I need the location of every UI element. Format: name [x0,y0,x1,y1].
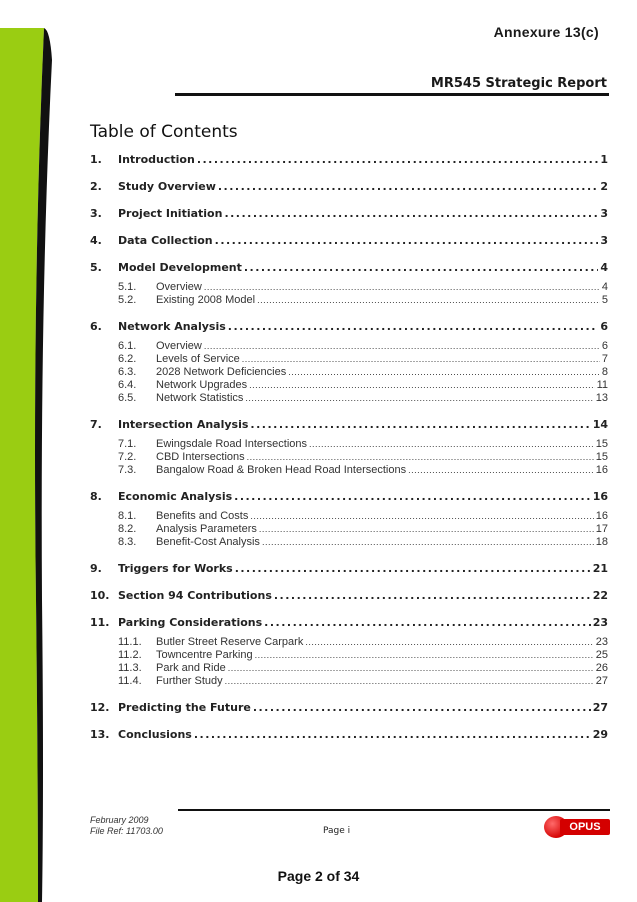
toc-entry-title: Study Overview [118,180,216,193]
toc-subentry[interactable] [118,294,608,307]
toc-entry-number: 1. [90,153,102,166]
toc-subentry[interactable] [118,662,608,675]
toc-entry-number: 5. [90,261,102,274]
toc-subentry[interactable] [118,636,608,649]
toc-entry-page: 27 [592,701,608,714]
toc-entry-page: 6 [600,320,608,333]
toc-entry-number: 9. [90,562,102,575]
toc-entry[interactable] [90,562,608,576]
report-title: MR545 Strategic Report [430,76,607,91]
toc-subentry-page: 16 [595,464,608,476]
toc-entry-title: Intersection Analysis [118,418,249,431]
toc-entry[interactable] [90,490,608,504]
toc-subentry-number: 11.4. [118,675,142,687]
toc-entry-page: 21 [592,562,608,575]
toc-subentry[interactable] [118,464,608,477]
annexure-label: Annexure 13(c) [493,24,599,40]
toc-leader-dots [228,320,599,333]
toc-entry[interactable] [90,207,608,221]
toc-subentry-page: 26 [595,662,608,674]
toc-subentry-page: 7 [601,353,608,365]
toc-entry-page: 2 [600,180,608,193]
toc-entry-title: Parking Considerations [118,616,263,629]
toc-entry-page: 14 [592,418,608,431]
toc-subentry-number: 7.1. [118,438,137,450]
footer-rule [178,809,610,811]
toc-entry[interactable] [90,261,608,275]
toc-subentry-title: Further Study [156,675,223,687]
toc-leader-dots [204,340,600,352]
toc-entry-page: 3 [600,234,608,247]
toc-subentry-title: Towncentre Parking [156,649,253,661]
toc-leader-dots [215,234,599,247]
toc-entry-title: Network Analysis [118,320,226,333]
toc-leader-dots [225,675,594,687]
toc-leader-dots [259,523,594,535]
toc-subentry[interactable] [118,451,608,464]
toc-leader-dots [264,616,591,629]
toc-leader-dots [234,490,591,503]
toc-entry[interactable] [90,728,608,742]
toc-entry-number: 3. [90,207,102,220]
toc-subentry-number: 7.3. [118,464,137,476]
toc-subentry[interactable] [118,281,608,294]
toc-subentry-number: 5.1. [118,281,137,293]
toc-leader-dots [245,392,593,404]
toc-subentry-page: 16 [595,510,608,522]
toc-entry-number: 11. [90,616,110,629]
toc-entry-title: Model Development [118,261,242,274]
toc-subentry-title: 2028 Network Deficiencies [156,366,287,378]
toc-subentry[interactable] [118,675,608,688]
toc-leader-dots [274,589,591,602]
toc-entry[interactable] [90,701,608,715]
toc-leader-dots [249,379,594,391]
toc-entry-title: Introduction [118,153,195,166]
toc-entry-number: 7. [90,418,102,431]
toc-leader-dots [288,366,600,378]
toc-leader-dots [197,153,599,166]
toc-entry-number: 4. [90,234,102,247]
toc-leader-dots [408,464,594,476]
page-counter: Page 2 of 34 [277,868,360,884]
toc-subentry-number: 7.2. [118,451,137,463]
toc-entry-number: 2. [90,180,102,193]
toc-subentry-title: Overview [156,340,202,352]
toc-subentry-page: 27 [595,675,608,687]
toc-entry[interactable] [90,616,608,630]
toc-entry-page: 1 [600,153,608,166]
header-rule [175,93,609,96]
toc-leader-dots [242,353,600,365]
toc-entry-page: 29 [592,728,608,741]
toc-leader-dots [305,636,593,648]
toc-entry-title: Conclusions [118,728,192,741]
toc-leader-dots [250,510,593,522]
toc-subentry-page: 25 [595,649,608,661]
toc-subentry-number: 5.2. [118,294,137,306]
toc-entry-page: 4 [600,261,608,274]
toc-leader-dots [309,438,594,450]
toc-leader-dots [247,451,594,463]
toc-subentry-title: Bangalow Road & Broken Head Road Intersections [156,464,407,476]
toc-subentry-title: Butler Street Reserve Carpark [156,636,304,648]
toc-leader-dots [257,294,600,306]
toc-subentry-page: 17 [595,523,608,535]
toc-leader-dots [250,418,590,431]
toc-subentry-title: Existing 2008 Model [156,294,256,306]
toc-entry-number: 12. [90,701,110,714]
toc-leader-dots [194,728,591,741]
toc-subentry-page: 13 [595,392,608,404]
toc-subentry-page: 11 [596,379,608,391]
toc-subentry-number: 8.2. [118,523,137,535]
toc-entry-title: Data Collection [118,234,213,247]
toc-entry-number: 8. [90,490,102,503]
toc-subentry[interactable] [118,366,608,379]
table-of-contents [90,153,608,742]
footer-file-ref: File Ref: 11703.00 [90,826,163,836]
toc-subentry-number: 6.5. [118,392,137,404]
toc-subentry-title: Analysis Parameters [156,523,257,535]
toc-subentry-number: 8.3. [118,536,137,548]
logo-text: OPUS [560,819,610,835]
toc-subentry-page: 4 [601,281,608,293]
toc-subentry-title: Ewingsdale Road Intersections [156,438,308,450]
toc-subentry-number: 8.1. [118,510,137,522]
toc-entry[interactable] [90,153,608,167]
toc-entry[interactable] [90,180,608,194]
toc-subentry-number: 6.2. [118,353,137,365]
toc-subentry-title: Overview [156,281,202,293]
toc-entry[interactable] [90,589,608,603]
green-side-band [0,0,60,902]
toc-subentry-page: 15 [595,451,608,463]
toc-subentry-page: 5 [601,294,608,306]
toc-leader-dots [224,207,598,220]
toc-subentry-number: 11.2. [118,649,142,661]
toc-title: Table of Contents [90,122,238,142]
toc-entry-page: 16 [592,490,608,503]
toc-subentry[interactable] [118,438,608,451]
toc-subentry[interactable] [118,392,608,405]
toc-entry[interactable] [90,320,608,334]
toc-leader-dots [244,261,598,274]
toc-subentry[interactable] [118,649,608,662]
toc-leader-dots [262,536,594,548]
toc-subentry-number: 6.3. [118,366,137,378]
toc-subentry-page: 15 [595,438,608,450]
toc-entry-number: 6. [90,320,102,333]
toc-leader-dots [218,180,598,193]
toc-entry-page: 3 [600,207,608,220]
toc-subentry-number: 6.1. [118,340,137,352]
toc-subentry-title: Benefits and Costs [156,510,249,522]
toc-subentry[interactable] [118,523,608,536]
toc-entry[interactable] [90,234,608,248]
toc-entry-title: Triggers for Works [118,562,233,575]
toc-entry-page: 23 [592,616,608,629]
footer-date: February 2009 [90,815,149,825]
toc-leader-dots [204,281,600,293]
toc-subentry[interactable] [118,379,608,392]
toc-subentry[interactable] [118,536,608,549]
toc-subentry-title: Levels of Service [156,353,240,365]
toc-subentry-number: 11.3. [118,662,142,674]
toc-entry-number: 13. [90,728,110,741]
toc-subentry-title: Network Upgrades [156,379,248,391]
toc-entry-title: Project Initiation [118,207,223,220]
toc-entry-title: Economic Analysis [118,490,233,503]
toc-leader-dots [228,662,594,674]
toc-entry-title: Section 94 Contributions [118,589,272,602]
toc-leader-dots [255,649,594,661]
opus-logo [544,816,610,838]
toc-entry-number: 10. [90,589,110,602]
toc-subentry-number: 11.1. [118,636,142,648]
toc-entry[interactable] [90,418,608,432]
toc-subentry-title: CBD Intersections [156,451,245,463]
toc-subentry-number: 6.4. [118,379,137,391]
toc-subentry-title: Park and Ride [156,662,226,674]
toc-subentry-page: 23 [595,636,608,648]
toc-subentry-page: 6 [601,340,608,352]
toc-subentry-title: Network Statistics [156,392,244,404]
toc-entry-page: 22 [592,589,608,602]
footer-page-label: Page i [323,826,351,836]
toc-leader-dots [253,701,591,714]
toc-entry-title: Predicting the Future [118,701,251,714]
toc-leader-dots [235,562,591,575]
toc-subentry-page: 8 [601,366,608,378]
toc-subentry[interactable] [118,510,608,523]
toc-subentry-title: Benefit-Cost Analysis [156,536,260,548]
toc-subentry[interactable] [118,340,608,353]
toc-subentry-page: 18 [595,536,608,548]
toc-subentry[interactable] [118,353,608,366]
